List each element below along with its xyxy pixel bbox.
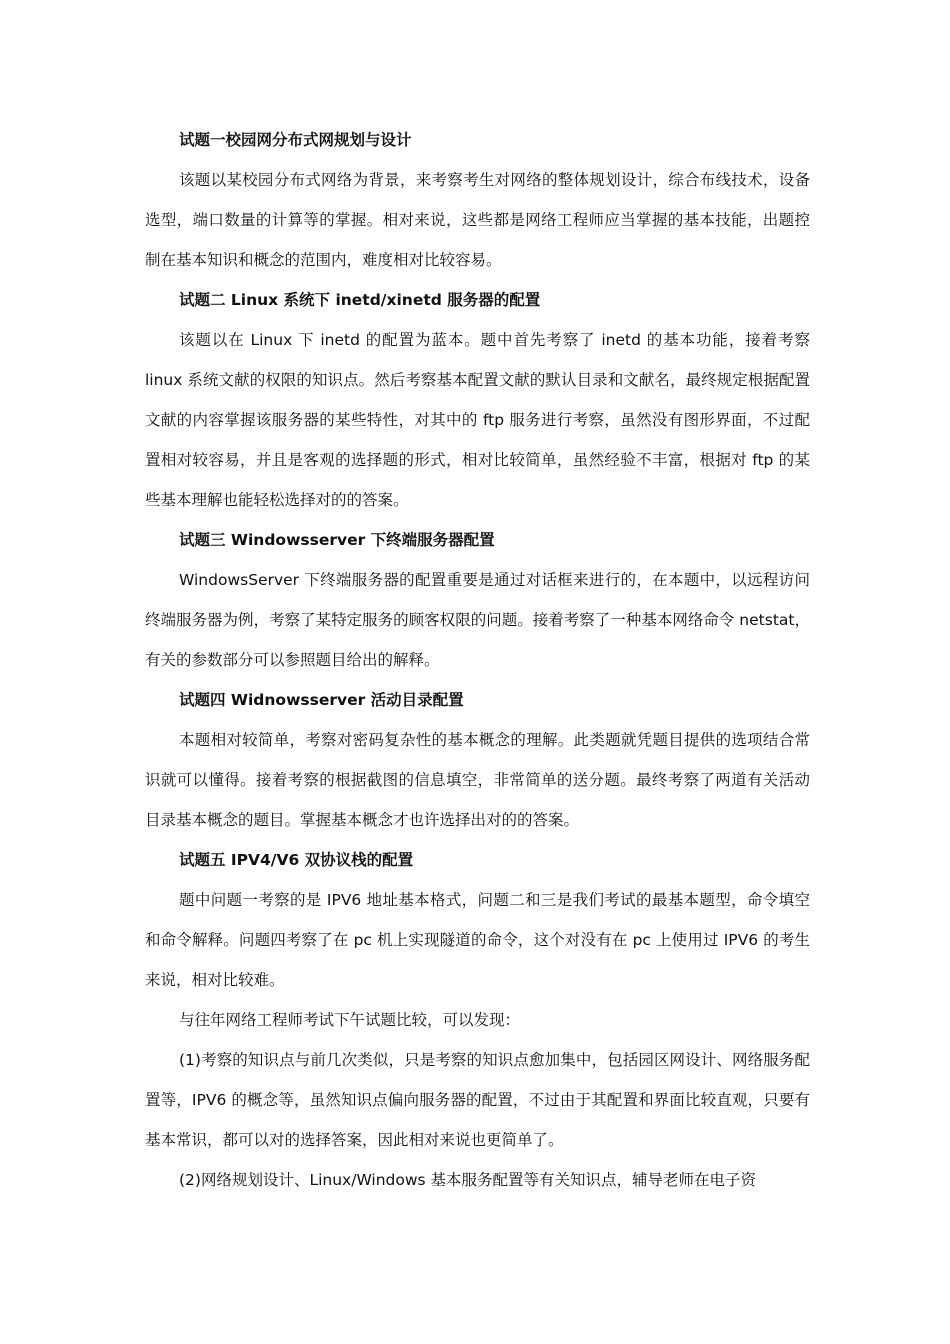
summary-point-2: (2)网络规划设计、Linux/Windows 基本服务配置等有关知识点，辅导老师在电子资: [179, 1171, 757, 1189]
section-paragraph-5: 题中问题一考察的是 IPV6 地址基本格式，问题二和三是我们考试的最基本题型，命令填空和命令解释。问题四考察了在 pc 机上实现隧道的命令，这个对没有在 pc 上使用过 IPV6 的考生来说，相对比较难。: [145, 891, 810, 989]
section-paragraph-4: 本题相对较简单，考察对密码复杂性的基本概念的理解。此类题就凭题目提供的选项结合常识就可以懂得。接着考察的根据截图的信息填空，非常简单的送分题。最终考察了两道有关活动目录基本概念的题目。掌握基本概念才也许选择出对的的答案。: [145, 731, 810, 829]
section-heading-3: 试题三 Windowsserver 下终端服务器配置: [179, 531, 495, 549]
summary-point-1: (1)考察的知识点与前几次类似，只是考察的知识点愈加集中，包括园区网设计、网络服务配置等，IPV6 的概念等，虽然知识点偏向服务器的配置，不过由于其配置和界面比较直观，只要有基本常识，都可以对的选择答案，因此相对来说也更简单了。: [145, 1051, 810, 1149]
section-heading-5: 试题五 IPV4/V6 双协议栈的配置: [179, 851, 414, 869]
summary-intro: 与往年网络工程师考试下午试题比较，可以发现：: [179, 1011, 521, 1029]
section-heading-4: 试题四 Widnowsserver 活动目录配置: [179, 691, 464, 709]
section-heading-1: 试题一校园网分布式网规划与设计: [179, 131, 412, 149]
section-heading-2: 试题二 Linux 系统下 inetd/xinetd 服务器的配置: [179, 291, 541, 309]
document-page: [145, 120, 810, 1200]
section-paragraph-2: 该题以在 Linux 下 inetd 的配置为蓝本。题中首先考察了 inetd 的基本功能，接着考察 linux 系统文献的权限的知识点。然后考察基本配置文献的默认目录和文献名，最终规定根据配置文献的内容掌握该服务器的某些特性，对其中的 ftp 服务进行考察，虽然没有图形界面，不过配置相对较容易，并且是客观的选择题的形式，相对比较简单，虽然经验不丰富，根据对 ftp 的某些基本理解也能轻松选择对的的答案。: [145, 331, 810, 509]
section-paragraph-3: WindowsServer 下终端服务器的配置重要是通过对话框来进行的，在本题中，以远程访问终端服务器为例，考察了某特定服务的顾客权限的问题。接着考察了一种基本网络命令 netstat，有关的参数部分可以参照题目给出的解释。: [145, 571, 810, 669]
section-paragraph-1: 该题以某校园分布式网络为背景，来考察考生对网络的整体规划设计，综合布线技术，设备选型，端口数量的计算等的掌握。相对来说，这些都是网络工程师应当掌握的基本技能，出题控制在基本知识和概念的范围内，难度相对比较容易。: [145, 171, 810, 269]
